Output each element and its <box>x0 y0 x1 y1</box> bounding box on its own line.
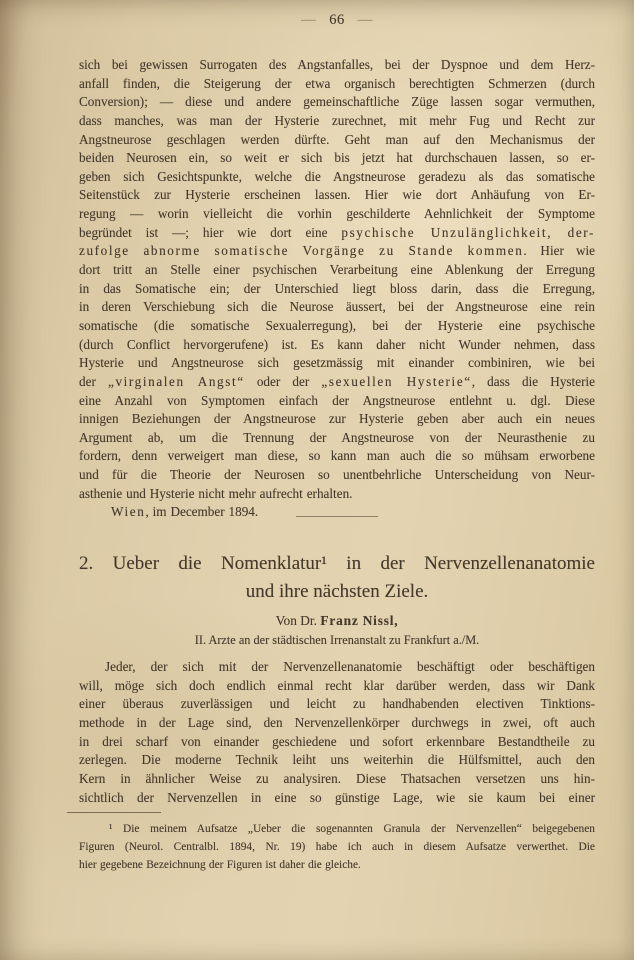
footnote-line: ¹ Die meinem Aufsatze „Ueber die sogenannten Granula der Nervenzellen“ beigegebenen <box>109 823 595 835</box>
author-affiliation: II. Arzte an der städtischen Irrenanstalt zu Frankfurt a./M. <box>194 633 480 647</box>
text-line: Seitenstück zur Hysterie erscheinen lassen. Hier wie dort Anhäufung von Er- <box>79 187 595 203</box>
text-line: Hysterie und Angstneurose sich gesetzmässig mit einander combiniren, wie bei <box>79 355 595 371</box>
page-number <box>79 12 595 31</box>
text-line: will, möge sich doch endlich einmal recht klar darüber werden, dass wir Dank <box>79 677 595 693</box>
text-line: innigen Beziehungen der Angstneurose zur Hysterie geben aber auch ein neues <box>79 411 595 427</box>
text-line: eine Anzahl von Symptomen einfach der Angstneurose entlehnt u. dgl. Diese <box>79 392 595 408</box>
text-line: zerlegen. Die moderne Technik leiht uns weiterhin die Hülfsmittel, auch den <box>79 752 595 768</box>
footnote-line: Figuren (Neurol. Centralbl. 1894, Nr. 19) habe ich auch in diesem Aufsatze verwerthet. Die <box>79 840 595 853</box>
page-number-dash-left: — <box>301 12 317 28</box>
article-ending-paragraph <box>79 56 595 522</box>
section-divider <box>296 516 378 517</box>
article-title-line2: und ihre nächsten Ziele. <box>245 580 429 602</box>
text-line: und für die Theorie der Neurosen so unentbehrliche Unterscheidung von Neur- <box>79 467 595 483</box>
footnote-divider <box>67 812 161 813</box>
dateline-city: Wien <box>111 504 146 520</box>
text-line: Kern in ähnlicher Weise zu analysiren. Diese Thatsachen versetzen uns hin- <box>79 771 595 787</box>
text-line: beiden Neurosen ein, so weit er sich bis jetzt hat durchschauen lassen, so er- <box>79 150 595 166</box>
article-title <box>79 550 595 605</box>
text-line: begründet ist —; hier wie dort eine psychische Unzulänglichkeit, der- <box>79 224 595 240</box>
footnote <box>79 821 595 874</box>
text-line: (durch Conflict hervorgerufene) ist. Es kann daher nicht Wunder nehmen, dass <box>79 336 595 352</box>
text-line: dass manches, was man der Hysterie zurechnet, mit mehr Fug und Recht zur <box>79 112 595 128</box>
text-line: sich bei gewissen Surrogaten des Angstanfalles, bei der Dyspnoe und dem Herz- <box>79 57 595 72</box>
text-line: methode in der Lage sind, den Nervenzellenkörper durchwegs in zwei, oft auch <box>79 715 595 731</box>
text-line: asthenie und Hysterie nicht mehr aufrecht erhalten. <box>79 485 353 501</box>
footnote-line: hier gegebene Bezeichnung der Figuren ist daher die gleiche. <box>79 858 361 871</box>
text-line: in drei scharf von einander geschiedene und sofort erkennbare Bestandtheile zu <box>79 733 595 749</box>
text-line: Argument ab, um die Trennung der Angstneurose von der Neurasthenie zu <box>79 429 595 445</box>
byline-prefix: Von Dr. <box>275 613 321 628</box>
text-line: fordern, denn verweigert man diese, so kann man auch die so mühsam erworbene <box>79 448 595 464</box>
text-line: somatische (die somatische Sexualerregung), bei der Hysterie eine psychische <box>79 317 595 333</box>
emphasized-text: „virginalen Angst“ <box>108 373 245 389</box>
text-line: Conversion); — diese und andere gemeinschaftliche Züge lassen sogar vermuthen, <box>79 94 595 110</box>
text-line: Jeder, der sich mit der Nervenzellenanatomie beschäftigt oder beschäftigen <box>105 659 595 674</box>
text-line: einer überaus zuverlässigen und leicht zu handhabenden electiven Tinktions- <box>79 696 595 712</box>
byline <box>79 612 595 629</box>
text-line: Angstneurose geschlagen werden dürfte. Geht man auf den Mechanismus der <box>79 131 595 147</box>
page-number-value: 66 <box>329 12 345 28</box>
text-line: in deren Verschiebung sich die Neurose äussert, bei der Angstneurose eine rein <box>79 299 595 315</box>
article-paragraph <box>79 658 595 808</box>
text-line: anfall finden, die Steigerung der etwa organisch berechtigten Schmerzen (durch <box>79 75 595 91</box>
text-line: zufolge abnorme somatische Vorgänge zu Stande kommen. Hier wie <box>79 243 595 259</box>
emphasized-text: zufolge abnorme somatische Vorgänge zu Stande kommen. <box>79 243 529 259</box>
text-line: sichtlich der Nervenzellen in eine so günstige Lage, wie sie kaum bei einer <box>79 789 595 805</box>
text-line: in das Somatische ein; der Unterschied liegt bloss darin, dass die Erregung, <box>79 280 595 296</box>
text-line: dort tritt an Stelle einer psychischen Verarbeitung eine Ablenkung der Erregung <box>79 262 595 278</box>
author-name: Franz Nissl, <box>320 613 399 628</box>
article-title-line1: 2. Ueber die Nomenklatur¹ in der Nervenzellenanatomie <box>79 553 595 574</box>
text-line: der „virginalen Angst“ oder der „sexuellen Hysterie“, dass die Hysterie <box>79 373 595 389</box>
dateline: Wien, im December 1894. <box>111 504 259 520</box>
page-number-dash-right: — <box>357 12 373 28</box>
emphasized-text: psychische Unzulänglichkeit, der- <box>341 224 595 240</box>
text-line: geben sich Gesichtspunkte, welche die Angstneurose geradezu als das somatische <box>79 168 595 184</box>
text-line: regung — worin vielleicht die vorhin geschilderte Aehnlichkeit der Symptome <box>79 206 595 222</box>
emphasized-text: „sexuellen Hysterie“ <box>321 373 472 389</box>
